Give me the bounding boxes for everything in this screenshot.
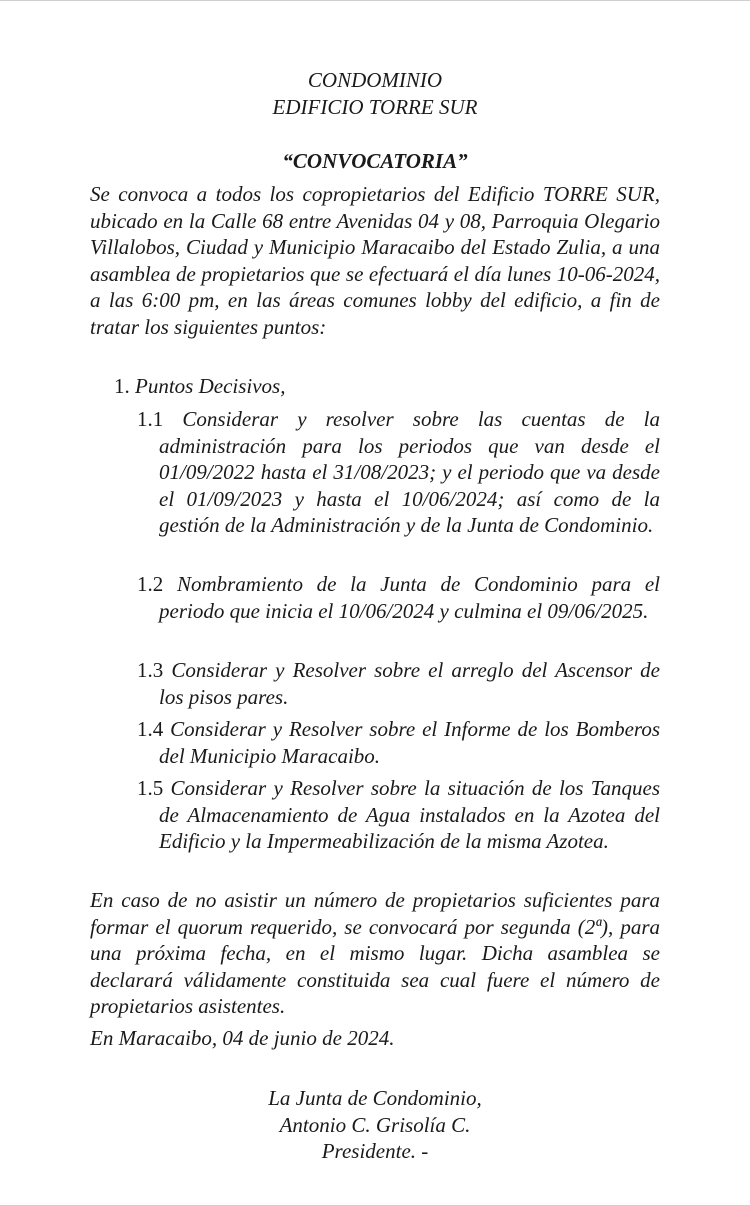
agenda-item-1-4 xyxy=(137,716,660,769)
agenda-item-number: 1.3 xyxy=(137,658,164,682)
signature-block xyxy=(0,1085,750,1165)
agenda-item-1-5 xyxy=(137,775,660,855)
main-item-number: 1. xyxy=(114,374,130,398)
agenda-item-1-2 xyxy=(137,571,660,624)
signature-role: Presidente. - xyxy=(321,1139,429,1163)
agenda-item-number: 1.2 xyxy=(137,572,164,596)
closing-paragraph: En caso de no asistir un número de propietarios suficientes para formar el quorum requerido, se convocará por segunda (2ª), para una próxima fecha, en el mismo lugar. Dicha asamblea se declarará válidamente constituida sea cual fuere el número de propietarios asistentes. xyxy=(90,888,660,1018)
agenda-item-text: Considerar y Resolver sobre el arreglo del Ascensor de los pisos pares. xyxy=(159,658,660,709)
header-line-building: EDIFICIO TORRE SUR xyxy=(272,95,478,119)
date-line: En Maracaibo, 04 de junio de 2024. xyxy=(90,1026,395,1050)
document-header xyxy=(0,67,750,121)
agenda-item-text: Considerar y Resolver sobre la situación de los Tanques de Almacenamiento de Agua instalados en la Azotea del Edificio y la Impermeabilización de la misma Azotea. xyxy=(159,776,660,853)
agenda-item-1-3 xyxy=(137,657,660,710)
agenda-item-1-1 xyxy=(137,406,660,539)
agenda-item-number: 1.5 xyxy=(137,776,164,800)
agenda-item-text: Nombramiento de la Junta de Condominio para el periodo que inicia el 10/06/2024 y culmina el 09/06/2025. xyxy=(159,572,660,623)
main-item-text: Puntos Decisivos, xyxy=(135,374,286,398)
agenda-item-text: Considerar y resolver sobre las cuentas de la administración para los periodos que van desde el 01/09/2022 hasta el 31/08/2023; y el periodo que va desde el 01/09/2023 y hasta el 10/06/2024; así como de la gestión de la Administración y de la Junta de Condominio. xyxy=(159,407,661,537)
signature-board: La Junta de Condominio, xyxy=(268,1086,482,1110)
agenda-item-text: Considerar y Resolver sobre el Informe de los Bomberos del Municipio Maracaibo. xyxy=(159,717,660,768)
agenda-item-number: 1.4 xyxy=(137,717,164,741)
intro-paragraph: Se convoca a todos los copropietarios del Edificio TORRE SUR, ubicado en la Calle 68 entre Avenidas 04 y 08, Parroquia Olegario Villalobos, Ciudad y Municipio Maracaibo del Estado Zulia, a una asamblea de propietarios que se efectuará el día lunes 10-06-2024, a las 6:00 pm, en las áreas comunes lobby del edificio, a fin de tratar los siguientes puntos: xyxy=(90,182,660,339)
document-title: “CONVOCATORIA” xyxy=(282,149,468,173)
main-list-item xyxy=(114,373,285,400)
agenda-item-number: 1.1 xyxy=(137,407,164,431)
header-line-condominio: CONDOMINIO xyxy=(307,68,443,92)
signature-name: Antonio C. Grisolía C. xyxy=(279,1112,471,1137)
